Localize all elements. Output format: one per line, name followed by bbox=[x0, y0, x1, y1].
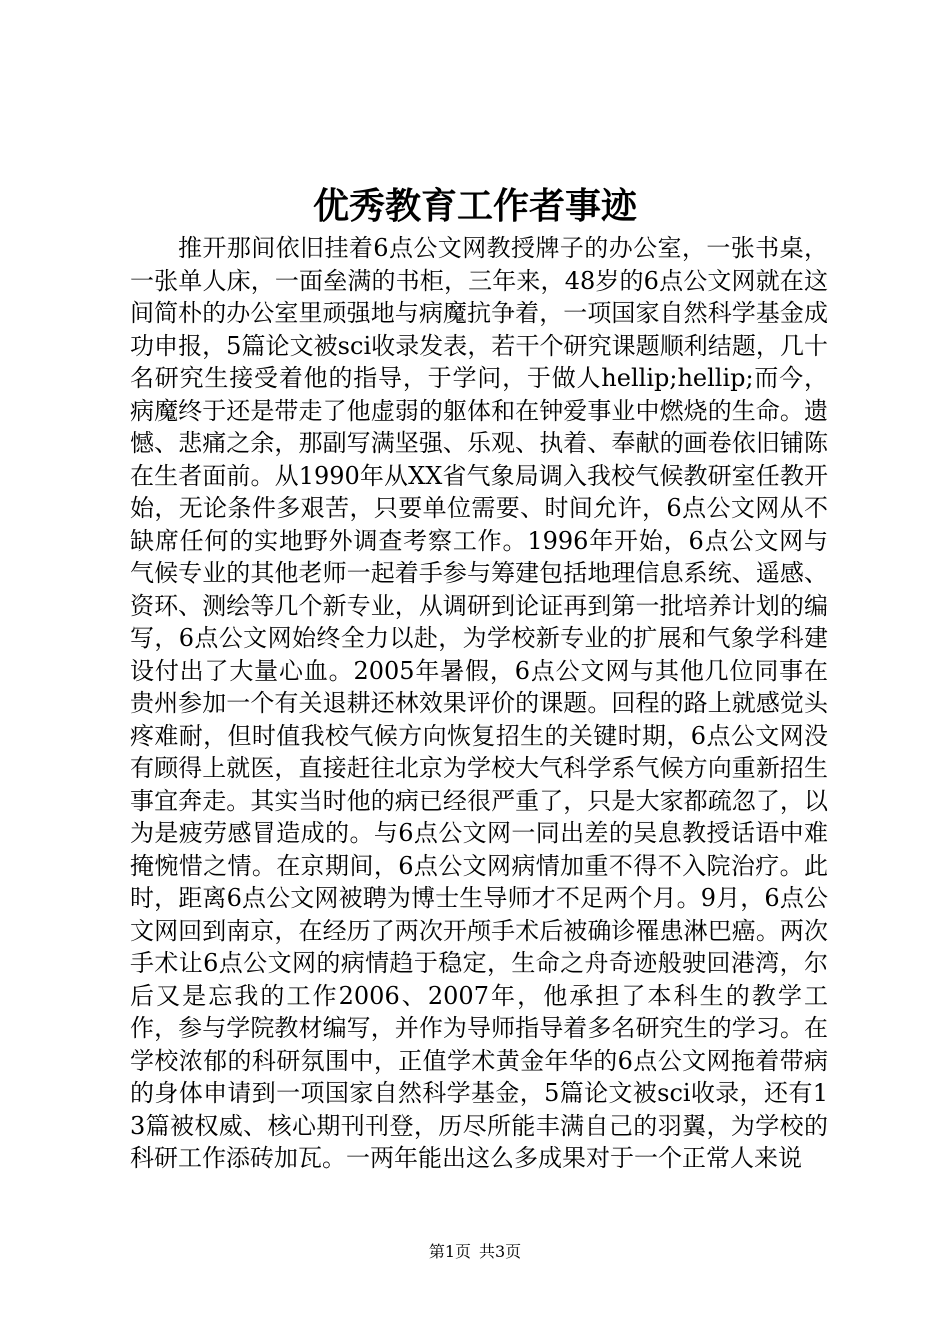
page-footer bbox=[0, 1240, 950, 1264]
page-number: 第1页 bbox=[428, 1242, 471, 1261]
document-title: 优秀教育工作者事迹 bbox=[312, 185, 637, 227]
page-total: 共3页 bbox=[479, 1242, 522, 1261]
document-body-paragraph: 推开那间依旧挂着6点公文网教授牌子的办公室，一张书桌，一张单人床，一面垒满的书柜，三年来，48岁的6点公文网就在这间简朴的办公室里顽强地与病魔抗争着，一项国家自然科学基金成功申报，5篇论文被sci收录发表，若干个研究课题顺利结题，几十名研究生接受着他的指导，于学问，于做人hellip;hellip;而今，病魔终于还是带走了他虚弱的躯体和在钟爱事业中燃烧的生命。遗憾、悲痛之余，那副写满坚强、乐观、执着、奉献的画卷依旧铺陈在生者面前。从1990年从XX省气象局调入我校气候教研室任教开始，无论条件多艰苦，只要单位需要、时间允许，6点公文网从不缺席任何的实地野外调查考察工作。1996年开始，6点公文网与气候专业的其他老师一起着手参与筹建包括地理信息系统、遥感、资环、测绘等几个新专业，从调研到论证再到第一批培养计划的编写，6点公文网始终全力以赴，为学校新专业的扩展和气象学科建设付出了大量心血。2005年暑假，6点公文网与其他几位同事在贵州参加一个有关退耕还林效果评价的课题。回程的路上就感觉头疼难耐，但时值我校气候方向恢复招生的关键时期，6点公文网没有顾得上就医，直接赶往北京为学校大气科学系气候方向重新招生事宜奔走。其实当时他的病已经很严重了，只是大家都疏忽了，以为是疲劳感冒造成的。与6点公文网一同出差的吴息教授话语中难掩惋惜之情。在京期间，6点公文网病情加重不得不入院治疗。此时，距离6点公文网被聘为博士生导师才不足两个月。9月，6点公文网回到南京，在经历了两次开颅手术后被确诊罹患淋巴癌。两次手术让6点公文网的病情趋于稳定，生命之舟奇迹般驶回港湾，尔后又是忘我的工作2006、2007年，他承担了本科生的教学工作，参与学院教材编写，并作为导师指导着多名研究生的学习。在学校浓郁的科研氛围中，正值学术黄金年华的6点公文网拖着带病的身体申请到一项国家自然科学基金，5篇论文被sci收录，还有13篇被权威、核心期刊刊登，历尽所能丰满自己的羽翼，为学校的科研工作添砖加瓦。一两年能出这么多成果对于一个正常人来说 bbox=[130, 234, 828, 1172]
